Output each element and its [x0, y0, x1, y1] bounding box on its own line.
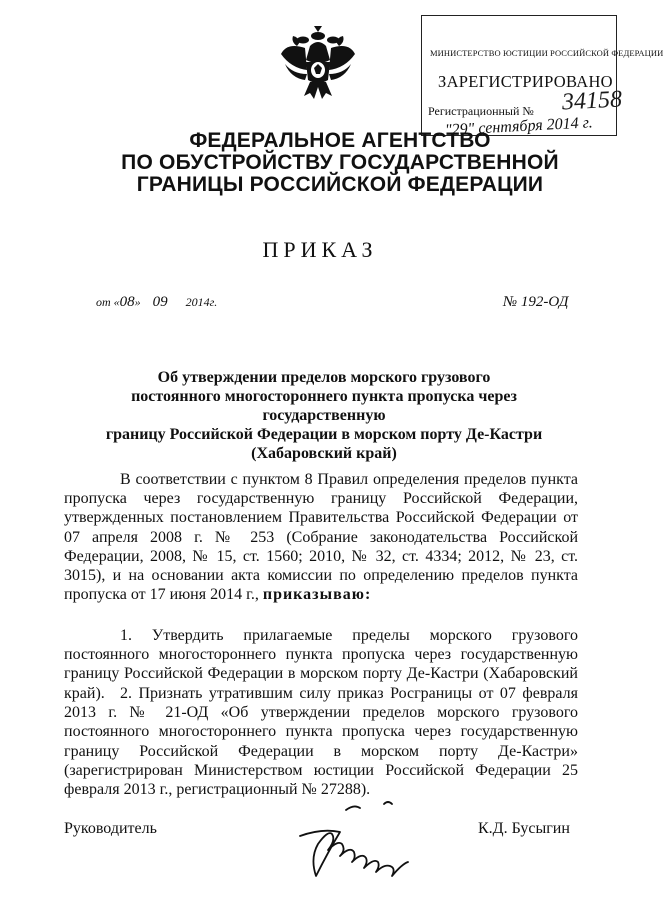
order-date-suffix: г. [209, 295, 218, 309]
signatory-title: Руководитель [64, 820, 157, 837]
document-type: ПРИКАЗ [262, 237, 378, 262]
agency-name [80, 130, 600, 196]
order-date-mid: » [134, 295, 141, 309]
order-number: № 192-ОД [503, 294, 569, 310]
stamp-ministry-text: МИНИСТЕРСТВО ЮСТИЦИИ РОССИЙСКОЙ ФЕДЕРАЦИИ [430, 48, 663, 58]
agency-name-line: ГРАНИЦЫ РОССИЙСКОЙ ФЕДЕРАЦИИ [136, 173, 544, 196]
order-title-line: (Хабаровский край) [251, 445, 397, 462]
signatory-name: К.Д. Бусыгин [478, 820, 570, 837]
order-title [70, 368, 578, 463]
handwritten-signature [292, 784, 450, 884]
intro-paragraph [64, 470, 578, 604]
order-date-year: 2014 [185, 295, 210, 309]
order-title-line: постоянного многостороннего пункта пропуска через государственную [131, 388, 517, 424]
stamp-number-label: Регистрационный № [428, 104, 534, 118]
agency-name-line: ПО ОБУСТРОЙСТВУ ГОСУДАРСТВЕННОЙ [121, 151, 559, 174]
order-date-prefix: от « [96, 295, 120, 309]
stamp-registration-number: 34158 [561, 86, 623, 116]
order-title-line: границу Российской Федерации в морском порту Де-Кастри [105, 426, 543, 443]
intro-text: В соответствии с пунктом 8 Правил определения пределов пункта пропуска через государственную границу Российской Федерации, утвержденных постановлением Правительства Российской Федерации от 07 апреля 2008 г. № 253 (Собрание законодательства Российской Федерации, 2008, № 15, ст. 1560; 2010, № 32, ст. 4334; 2012, № 23, ст. 3015), и на основании акта комиссии по определению пределов пункта пропуска от 17 июня 2014 г., [64, 471, 578, 604]
decree-word: приказываю: [262, 586, 372, 604]
order-item-2: 2. Признать утратившим силу приказ Росграницы от 07 февраля 2013 г. № 21-ОД «Об утверждении пределов морского грузового постоянного многостороннего пункта пропуска через государственную границу Российской Федерации в морском порту Де-Кастри» (зарегистрирован Министерством юстиции Российской Федерации 25 февраля 2013 г., регистрационный № 27288). [64, 685, 578, 799]
order-date-day: 08 [119, 294, 135, 310]
order-date-month: 09 [152, 294, 168, 310]
coat-of-arms-emblem [277, 24, 359, 102]
agency-name-line: ФЕДЕРАЛЬНОЕ АГЕНТСТВО [189, 129, 491, 152]
order-title-line: Об утверждении пределов морского грузового [157, 369, 491, 386]
stamp-registered-text: ЗАРЕГИСТРИРОВАНО [438, 72, 613, 91]
order-item-1: 1. Утвердить прилагаемые пределы морского грузового постоянного многостороннего пункта пропуска через государственную границу Российской Федерации в морском порту Де-Кастри (Хабаровский край). [64, 627, 578, 702]
stamp-registration-date: "29" сентября 2014 г. [444, 114, 594, 139]
order-date [96, 294, 217, 311]
